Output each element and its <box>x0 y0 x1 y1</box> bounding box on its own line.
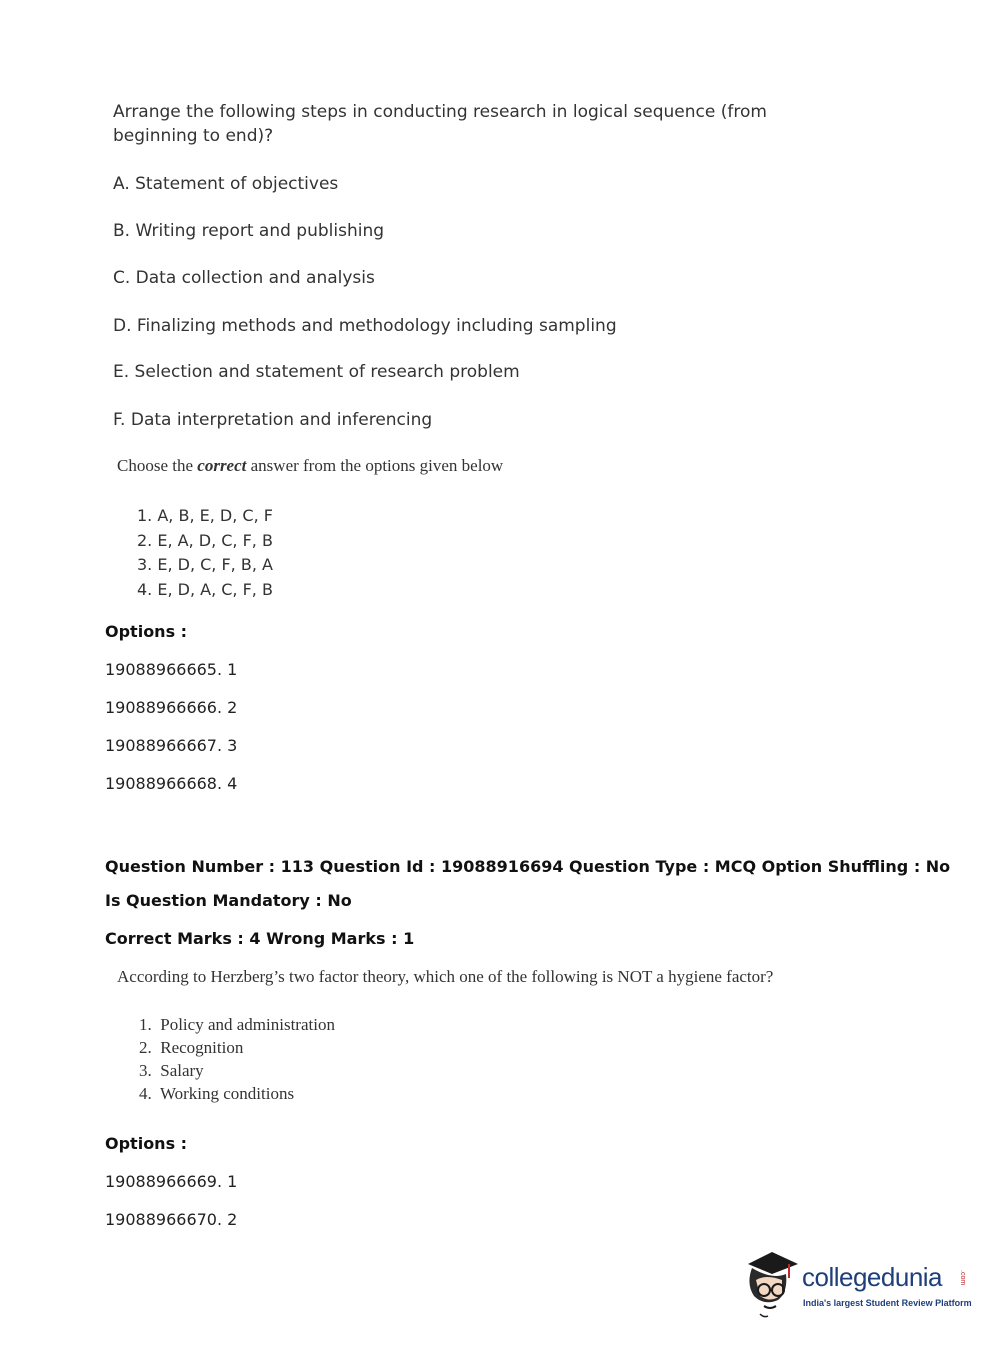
choice-item: 3. E, D, C, F, B, A <box>137 555 273 574</box>
question-2-header: Question Number : 113 Question Id : 19088916694 Question Type : MCQ Option Shuffling : No <box>105 857 951 876</box>
option-item: 19088966666. 2 <box>105 698 238 717</box>
choice-item: 4. E, D, A, C, F, B <box>137 579 273 599</box>
logo-suffix: .com <box>959 1270 966 1286</box>
logo-tagline: India's largest Student Review Platform <box>803 1298 972 1308</box>
question-1-choices <box>137 504 273 602</box>
step-f: F. Data interpretation and inferencing <box>113 410 433 430</box>
question-1-stem-line-1: Arrange the following steps in conducting research in logical sequence (from <box>113 102 767 122</box>
collegedunia-logo <box>742 1250 972 1320</box>
choose-suffix: answer from the options given below <box>246 456 504 475</box>
choose-prefix: Choose the <box>117 456 198 475</box>
question-2-choices <box>139 1013 335 1105</box>
question-2-marks: Correct Marks : 4 Wrong Marks : 1 <box>105 929 415 948</box>
choose-emphasis: correct <box>197 456 247 475</box>
question-2-stem: According to Herzberg’s two factor theory, which one of the following is NOT a hygiene factor? <box>117 967 774 986</box>
question-2-mandatory: Is Question Mandatory : No <box>105 891 352 910</box>
choice-item: 1. Policy and administration <box>139 1015 335 1034</box>
choice-item: 3. Salary <box>139 1061 204 1080</box>
option-item: 19088966670. 2 <box>105 1210 238 1229</box>
step-e: E. Selection and statement of research problem <box>113 362 520 382</box>
option-item: 19088966665. 1 <box>105 660 238 679</box>
logo-wordmark: collegedunia <box>802 1262 943 1292</box>
choice-item: 2. E, A, D, C, F, B <box>137 530 273 550</box>
option-item: 19088966668. 4 <box>105 774 238 793</box>
step-c: C. Data collection and analysis <box>113 268 375 288</box>
question-1 <box>113 100 813 430</box>
option-item: 19088966667. 3 <box>105 736 238 755</box>
choice-item: 4. Working conditions <box>139 1084 295 1103</box>
step-b: B. Writing report and publishing <box>113 221 385 241</box>
choice-item: 2. Recognition <box>139 1038 244 1057</box>
choose-instruction <box>117 456 503 476</box>
option-item: 19088966669. 1 <box>105 1172 238 1191</box>
options-label: Options : <box>105 1134 188 1153</box>
mascot-icon <box>742 1250 800 1320</box>
step-d: D. Finalizing methods and methodology including sampling <box>113 316 617 336</box>
step-a: A. Statement of objectives <box>113 174 339 194</box>
question-1-stem-line-2: beginning to end)? <box>113 126 274 146</box>
options-label: Options : <box>105 622 188 641</box>
choice-item: 1. A, B, E, D, C, F <box>137 506 273 525</box>
